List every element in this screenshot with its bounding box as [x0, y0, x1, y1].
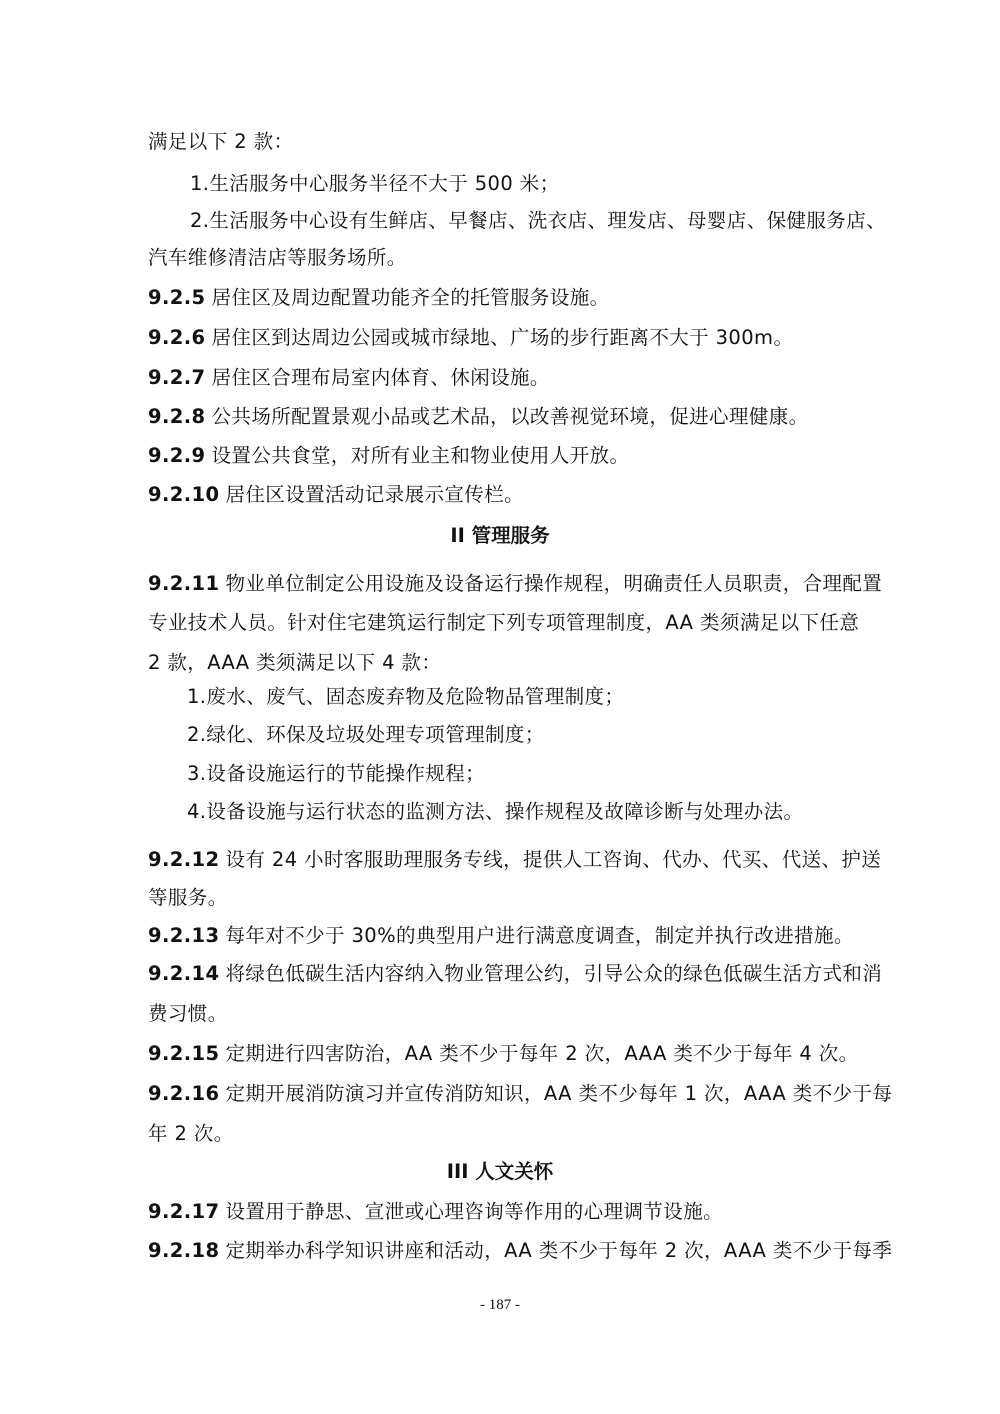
list-item: 1.生活服务中心服务半径不大于 500 米；: [190, 172, 560, 195]
clause-text: 将绿色低碳生活内容纳入物业管理公约，引导公众的绿色低碳生活方式和消: [225, 962, 883, 985]
clause-text: 物业单位制定公用设施及设备运行操作规程，明确责任人员职责，合理配置: [225, 572, 883, 595]
clause: [148, 284, 610, 312]
clause-number: 9.2.5: [148, 286, 206, 309]
clause-text: 定期开展消防演习并宣传消防知识，AA 类不少每年 1 次，AAA 类不少于每: [225, 1082, 893, 1105]
clause-number: 9.2.11: [148, 572, 220, 595]
clause: [148, 1080, 892, 1108]
clause: [148, 403, 809, 431]
clause-number: 9.2.6: [148, 326, 206, 349]
text-line: 2 款，AAA 类须满足以下 4 款：: [148, 651, 442, 674]
list-item: 3.设备设施运行的节能操作规程；: [187, 762, 486, 785]
clause-text: 设置公共食堂，对所有业主和物业使用人开放。: [211, 444, 630, 467]
clause-number: 9.2.15: [148, 1042, 220, 1065]
clause: [148, 960, 882, 988]
clause: [148, 1040, 859, 1068]
page-number: - 187 -: [480, 1297, 520, 1313]
clause: [148, 1237, 892, 1265]
clause-number: 9.2.8: [148, 405, 206, 428]
text-line: 等服务。: [148, 886, 228, 909]
clause-text: 居住区及周边配置功能齐全的托管服务设施。: [211, 286, 610, 309]
clause-text: 居住区设置活动记录展示宣传栏。: [225, 483, 525, 506]
clause-number: 9.2.18: [148, 1239, 220, 1262]
clause-number: 9.2.14: [148, 962, 220, 985]
list-item: 2.生活服务中心设有生鲜店、早餐店、洗衣店、理发店、母婴店、保健服务店、: [190, 209, 887, 232]
clause-text: 设置用于静思、宣泄或心理咨询等作用的心理调节设施。: [225, 1200, 724, 1223]
section-heading: III 人文关怀: [446, 1160, 554, 1183]
clause-number: 9.2.7: [148, 366, 206, 389]
clause: [148, 1198, 723, 1226]
clause-number: 9.2.16: [148, 1082, 220, 1105]
clause: [148, 570, 882, 598]
text-line: 汽车维修清洁店等服务场所。: [148, 246, 407, 269]
clause-number: 9.2.12: [148, 848, 220, 871]
clause: [148, 442, 629, 470]
clause-number: 9.2.10: [148, 483, 220, 506]
text-line: 满足以下 2 款：: [148, 130, 294, 153]
list-item: 1.废水、废气、固态废弃物及危险物品管理制度；: [187, 685, 625, 708]
clause-text: 设有 24 小时客服助理服务专线，提供人工咨询、代办、代买、代送、护送: [225, 848, 882, 871]
text-line: 专业技术人员。针对住宅建筑运行制定下列专项管理制度，AA 类须满足以下任意: [148, 611, 860, 634]
clause-text: 居住区合理布局室内体育、休闲设施。: [211, 366, 550, 389]
clause: [148, 324, 793, 352]
text-line: 费习惯。: [148, 1002, 228, 1025]
clause: [148, 846, 881, 874]
clause-text: 定期进行四害防治，AA 类不少于每年 2 次，AAA 类不少于每年 4 次。: [225, 1042, 859, 1065]
clause: [148, 481, 524, 509]
section-heading: II 管理服务: [450, 524, 550, 547]
clause-text: 每年对不少于 30%的典型用户进行满意度调查，制定并执行改进措施。: [225, 924, 854, 947]
clause: [148, 364, 550, 392]
list-item: 2.绿化、环保及垃圾处理专项管理制度；: [187, 723, 545, 746]
text-line: 年 2 次。: [148, 1122, 234, 1145]
clause-text: 定期举办科学知识讲座和活动，AA 类不少于每年 2 次，AAA 类不少于每季: [225, 1239, 893, 1262]
clause-number: 9.2.13: [148, 924, 220, 947]
clause: [148, 922, 854, 950]
clause-text: 居住区到达周边公园或城市绿地、广场的步行距离不大于 300m。: [211, 326, 794, 349]
clause-number: 9.2.17: [148, 1200, 220, 1223]
list-item: 4.设备设施与运行状态的监测方法、操作规程及故障诊断与处理办法。: [187, 800, 804, 823]
clause-number: 9.2.9: [148, 444, 206, 467]
clause-text: 公共场所配置景观小品或艺术品，以改善视觉环境，促进心理健康。: [211, 405, 809, 428]
